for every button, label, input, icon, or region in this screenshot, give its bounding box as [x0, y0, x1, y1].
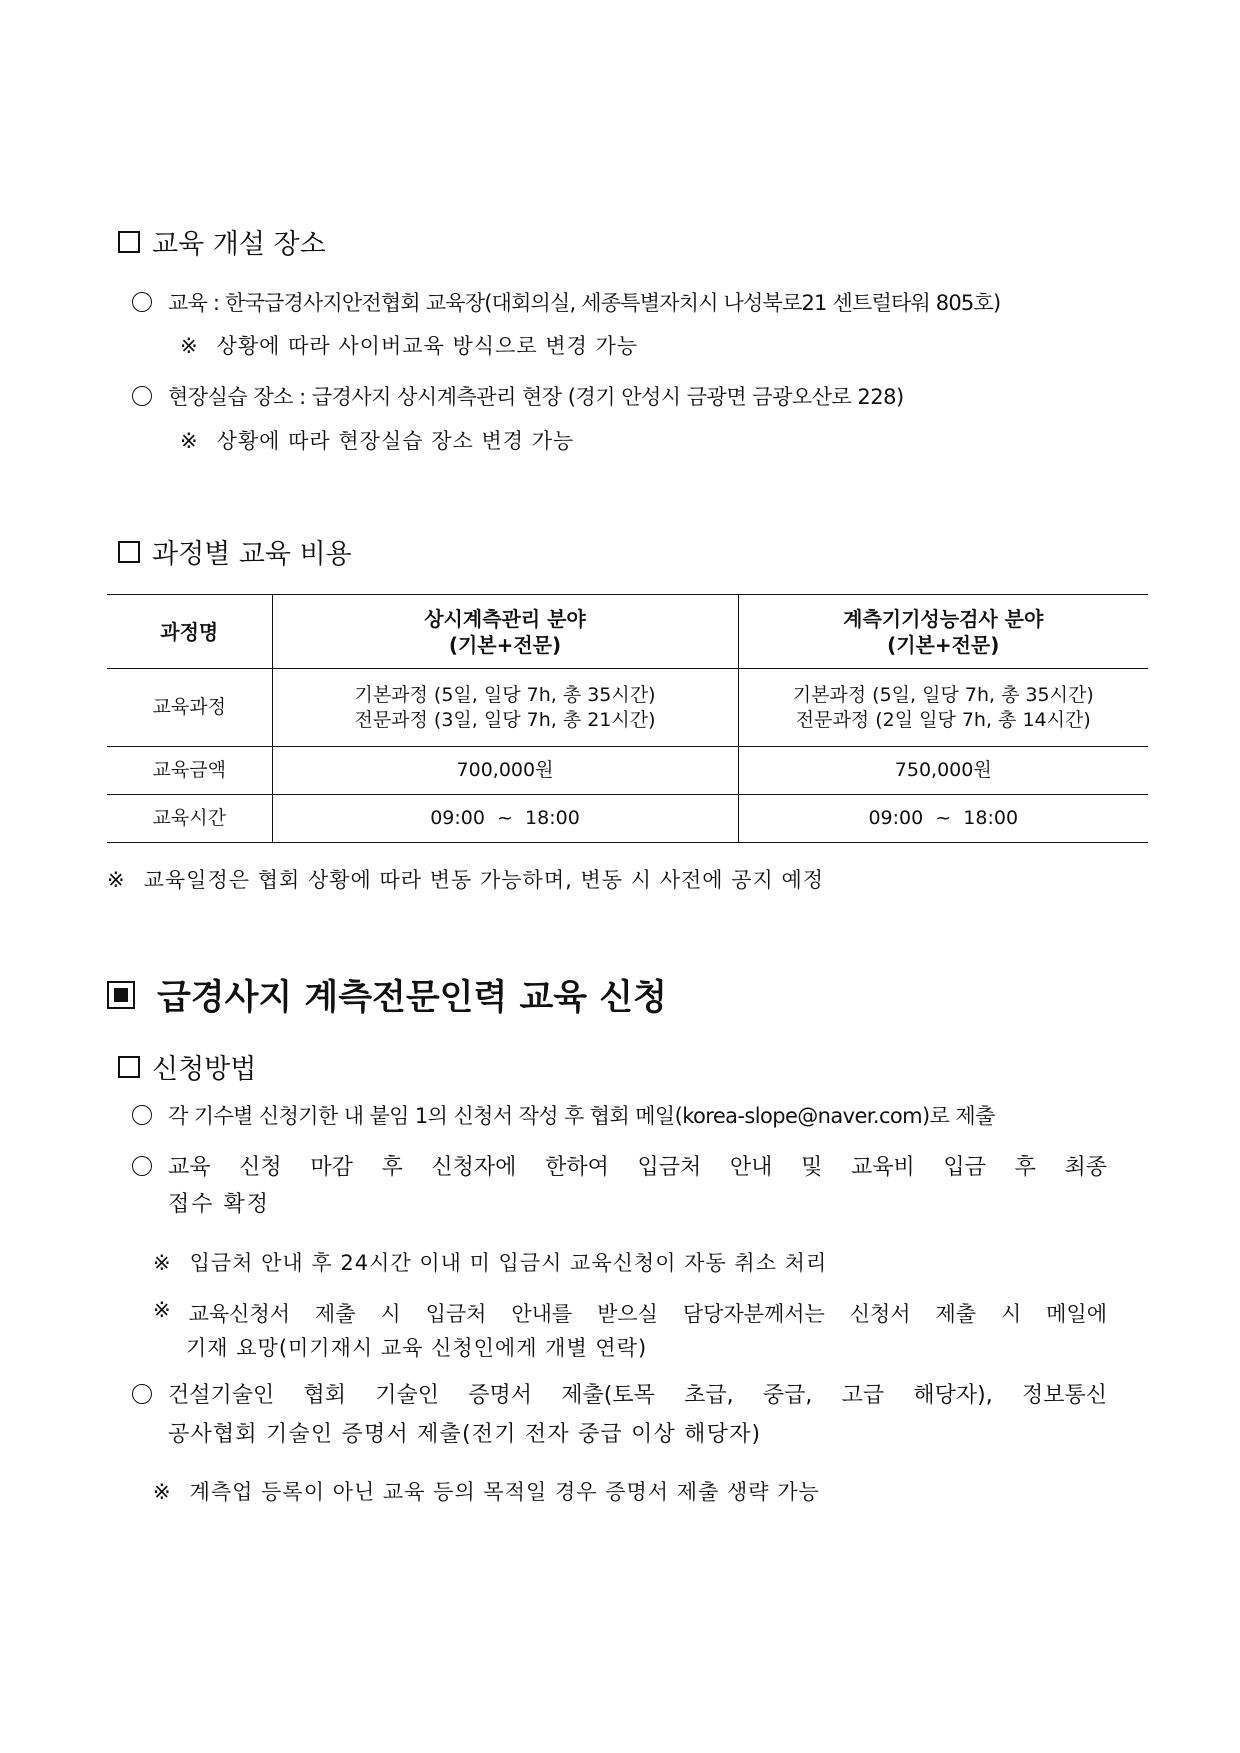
- main-heading-text: 급경사지 계측전문인력 교육 신청: [157, 978, 667, 1018]
- list-item-text: 각 기수별 신청기한 내 붙임 1의 신청서 작성 후 협회 메일(korea-slope@naver.com)로 제출: [168, 1104, 995, 1128]
- table-cell: 09:00 ~ 18:00: [272, 795, 738, 843]
- list-item-text: 현장실습 장소 : 급경사지 상시계측관리 현장 (경기 안성시 금광면 금광오산로 228): [168, 385, 904, 409]
- note-text: 상황에 따라 현장실습 장소 변경 가능: [216, 429, 575, 453]
- circle-bullet-icon: [132, 292, 152, 312]
- note-text: 입금처 안내 후 24시간 이내 미 입금시 교육신청이 자동 취소 처리: [189, 1251, 828, 1275]
- table-cell: 750,000원: [738, 747, 1148, 795]
- checkbox-square-icon: [118, 1056, 140, 1078]
- reference-mark-icon: ※: [153, 1480, 172, 1504]
- checkbox-square-icon: [118, 231, 140, 253]
- section-heading-cost: [118, 532, 352, 571]
- list-item: [132, 287, 1000, 317]
- circle-bullet-icon: [132, 1156, 152, 1176]
- filled-square-icon: [107, 981, 135, 1009]
- list-item-text: 교육 신청 마감 후 신청자에 한하여 입금처 안내 및 교육비 입금 후 최종: [168, 1155, 1107, 1180]
- row-label: 교육금액: [152, 759, 226, 782]
- table-cell: [272, 669, 738, 747]
- table-header-cell: [738, 595, 1148, 669]
- reference-mark-icon: ※: [153, 1251, 172, 1275]
- row-label: 교육시간: [152, 807, 226, 830]
- header-line: 계측기기성능검사 분야: [843, 606, 1044, 631]
- note-text-cont: 기재 요망(미기재시 교육 신청인에게 개별 연락): [186, 1336, 648, 1360]
- reference-mark-icon: ※: [153, 1298, 171, 1322]
- table-row: [107, 795, 1148, 843]
- cell-line: 기본과정 (5일, 일당 7h, 총 35시간): [792, 683, 1094, 706]
- note: [153, 1298, 1107, 1362]
- list-item-line: [132, 1150, 1107, 1181]
- table-row: [107, 747, 1148, 795]
- note: [153, 1247, 827, 1277]
- list-item: [132, 1378, 1107, 1448]
- section-title: 과정별 교육 비용: [152, 539, 352, 570]
- list-item-text-cont: 공사협회 기술인 증명서 제출(전기 전자 중급 이상 해당자): [168, 1422, 762, 1447]
- note-line: [153, 1298, 1107, 1328]
- header-line: 상시계측관리 분야: [424, 606, 586, 631]
- note: [107, 864, 824, 894]
- reference-mark-icon: ※: [107, 868, 126, 892]
- list-item: [132, 381, 904, 411]
- list-item-line: [132, 1378, 1107, 1409]
- section-title: 신청방법: [152, 1054, 257, 1085]
- table-row: [107, 669, 1148, 747]
- header-line: (기본+전문): [448, 632, 562, 657]
- table-header-cell: [272, 595, 738, 669]
- table-cell: 700,000원: [272, 747, 738, 795]
- note-text: 교육신청서 제출 시 입금처 안내를 받으실 담당자분께서는 신청서 제출 시 메일에: [188, 1302, 1107, 1326]
- checkbox-square-icon: [118, 541, 140, 563]
- circle-bullet-icon: [132, 386, 152, 406]
- note-text: 상황에 따라 사이버교육 방식으로 변경 가능: [216, 334, 639, 358]
- note-text: 계측업 등록이 아닌 교육 등의 목적일 경우 증명서 제출 생략 가능: [189, 1480, 820, 1504]
- table-cell: 09:00 ~ 18:00: [738, 795, 1148, 843]
- reference-mark-icon: ※: [180, 334, 199, 358]
- section-heading-venue: [118, 222, 326, 261]
- cost-table: [107, 594, 1148, 843]
- list-item: [132, 1150, 1107, 1218]
- note: [153, 1476, 820, 1506]
- table-header-row: [107, 595, 1148, 669]
- header-line: (기본+전문): [887, 632, 1000, 657]
- list-item-text: 건설기술인 협회 기술인 증명서 제출(토목 초급, 중급, 고급 해당자), 정보통신: [168, 1383, 1107, 1408]
- list-item-text: 교육 : 한국급경사지안전협회 교육장(대회의실, 세종특별자치시 나성북로21 센트럴타워 805호): [168, 291, 1001, 315]
- list-item: [132, 1100, 995, 1130]
- cell-line: 기본과정 (5일, 일당 7h, 총 35시간): [354, 683, 656, 706]
- section-heading-method: [118, 1047, 256, 1086]
- cell-line: 전문과정 (3일, 일당 7h, 총 21시간): [354, 708, 656, 731]
- note: [180, 330, 638, 360]
- circle-bullet-icon: [132, 1384, 152, 1404]
- list-item-text-cont: 접수 확정: [168, 1192, 271, 1217]
- table-cell: [738, 669, 1148, 747]
- row-label: 교육과정: [152, 696, 226, 719]
- note-text: 교육일정은 협회 상황에 따라 변동 가능하며, 변동 시 사전에 공지 예정: [143, 868, 825, 892]
- main-heading-application: [107, 970, 667, 1020]
- table-header-cell: 과정명: [160, 619, 219, 644]
- note: [180, 425, 574, 455]
- cell-line: 전문과정 (2일 일당 7h, 총 14시간): [795, 708, 1091, 731]
- section-title: 교육 개설 장소: [152, 229, 326, 260]
- circle-bullet-icon: [132, 1105, 152, 1125]
- reference-mark-icon: ※: [180, 429, 199, 453]
